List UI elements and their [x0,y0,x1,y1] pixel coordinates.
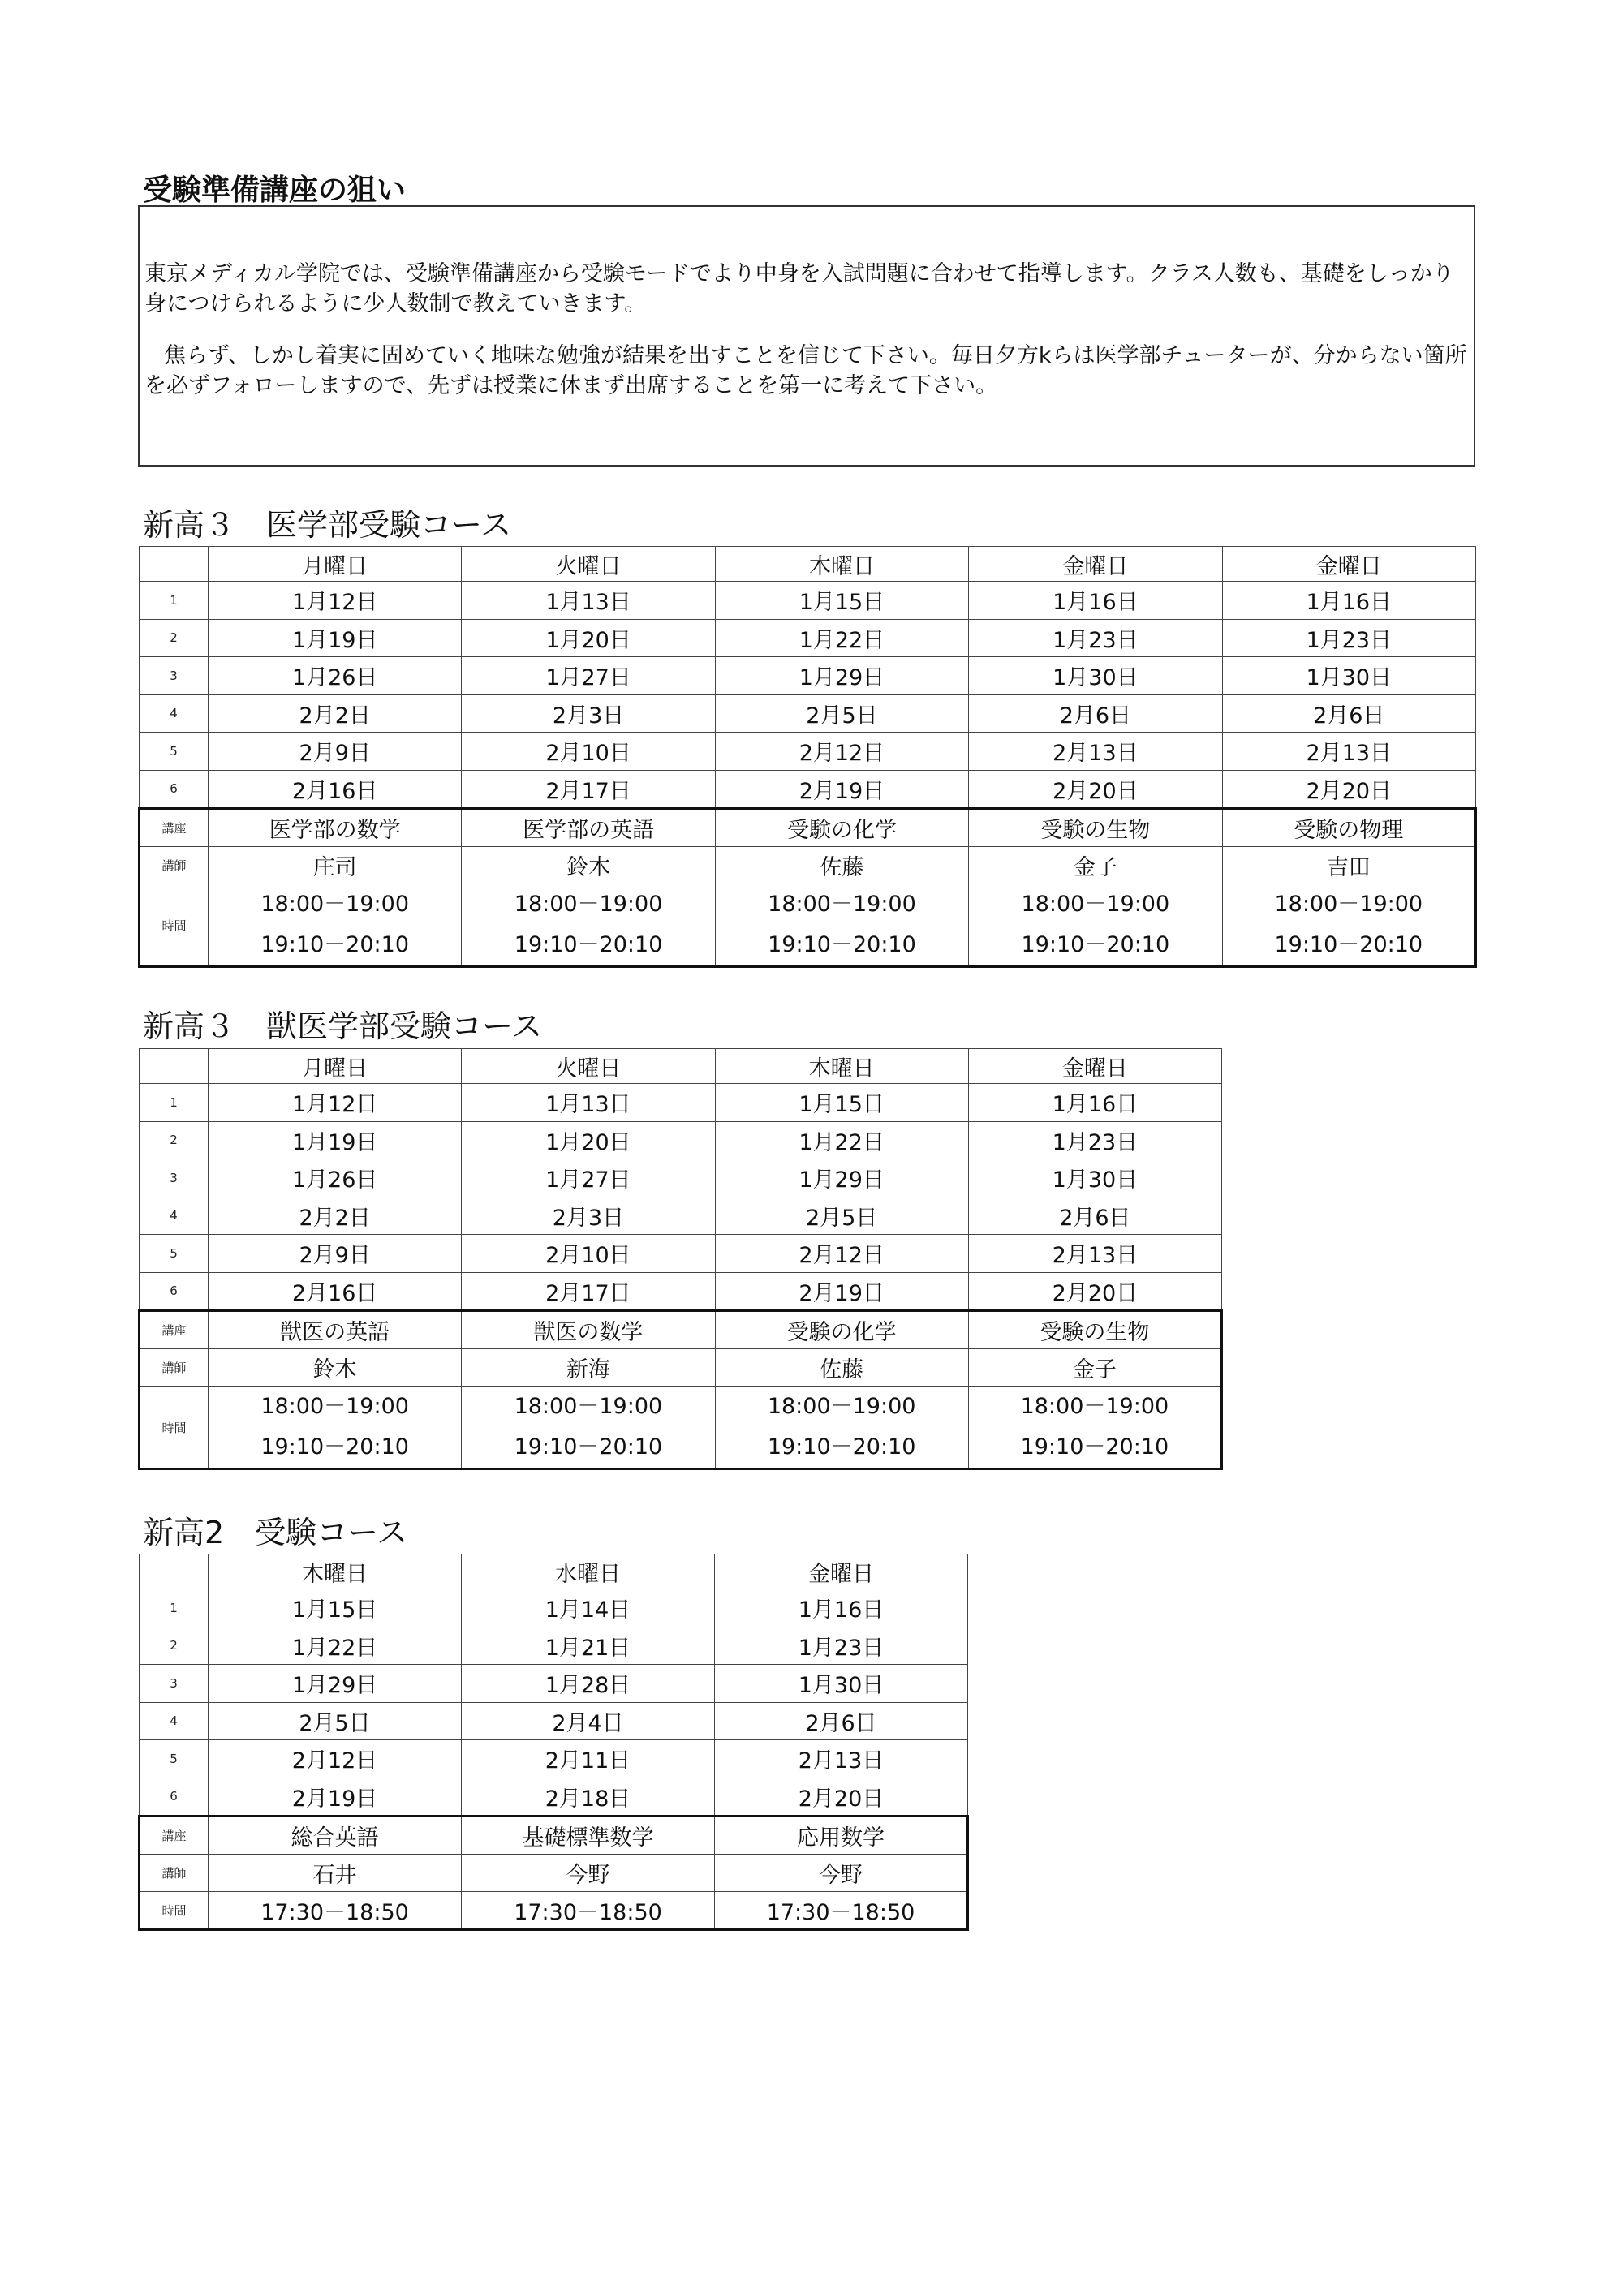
date-cell: 2月11日 [462,1740,715,1778]
course3-title: 新高2 受験コース [143,1515,408,1550]
date-cell: 2月2日 [209,694,462,733]
table-row [140,1159,1222,1197]
date-cell: 1月23日 [969,619,1222,657]
date-cell: 2月19日 [209,1778,462,1817]
time-cell [969,884,1222,967]
course-name-cell: 受験の生物 [969,809,1222,847]
date-cell: 1月12日 [209,582,462,620]
time-slot-1: 18:00－19:00 [1021,892,1170,917]
course3-date-section [140,1554,968,1817]
date-cell: 1月13日 [462,582,715,620]
time-slot-2: 19:10－20:10 [768,932,916,957]
date-cell: 2月16日 [209,1272,462,1311]
date-cell: 1月14日 [462,1589,715,1627]
table-row [140,694,1476,733]
row-number: 3 [140,1159,209,1197]
table-row [140,1589,968,1627]
row-number: 5 [140,1740,209,1778]
teacher-cell: 金子 [969,847,1222,884]
time-slot-1: 18:00－19:00 [768,892,916,917]
date-cell: 2月17日 [462,1272,715,1311]
date-cell: 2月12日 [715,1235,968,1273]
course-label: 講座 [140,1817,209,1855]
course1-info-section [140,809,1476,967]
header-row [140,1049,1222,1084]
time-slot-1: 18:00－19:00 [260,1394,409,1419]
time-cell [968,1387,1221,1469]
time-cell [462,884,715,967]
time-slot-2: 19:10－20:10 [260,1434,409,1460]
date-cell: 2月6日 [715,1702,968,1740]
header-row [140,1554,968,1589]
date-cell: 2月13日 [1222,733,1475,771]
date-cell: 1月22日 [209,1627,462,1665]
date-cell: 1月16日 [1222,582,1475,620]
course-row [140,1817,968,1855]
date-cell: 2月13日 [969,733,1222,771]
date-cell: 2月4日 [462,1702,715,1740]
purpose-title: 受験準備講座の狙い [143,174,407,207]
row-number: 4 [140,694,209,733]
day-header: 木曜日 [715,547,968,582]
day-header: 月曜日 [209,1049,462,1084]
course-row [140,1311,1222,1349]
date-cell: 1月20日 [462,1121,715,1159]
time-slot-2: 19:10－20:10 [1274,932,1423,957]
date-cell: 2月20日 [1222,770,1475,809]
course2-title: 新高３ 獣医学部受験コース [143,1008,543,1044]
table-row [140,1272,1222,1311]
intro-box [138,205,1475,467]
date-cell: 2月12日 [715,733,968,771]
date-cell: 1月22日 [715,619,968,657]
course-row [140,809,1476,847]
date-cell: 1月19日 [209,619,462,657]
table-row [140,1197,1222,1235]
corner-cell [140,1049,209,1084]
date-cell: 1月23日 [1222,619,1475,657]
time-cell [209,1387,462,1469]
time-slot-2: 19:10－20:10 [514,1434,663,1460]
time-slot-2: 19:10－20:10 [514,932,663,957]
time-slot-1: 18:00－19:00 [1020,1394,1169,1419]
teacher-label: 講師 [140,847,209,884]
time-cell [209,884,462,967]
teacher-cell: 金子 [968,1349,1221,1387]
teacher-cell: 石井 [209,1855,462,1892]
time-row [140,884,1476,967]
table-row [140,1665,968,1703]
time-slot-2: 19:10－20:10 [1021,932,1170,957]
intro-paragraph-1: 東京メディカル学院では、受験準備講座から受験モードでより中身を入試問題に合わせて指導します。クラス人数も、基礎をしっかり身につけられるように少人数制で教えていきます。 [144,261,1454,316]
date-cell: 2月18日 [462,1778,715,1817]
course1-schedule-table [138,546,1477,968]
row-number: 6 [140,770,209,809]
course-name-cell: 獣医の英語 [209,1311,462,1349]
time-label: 時間 [140,1387,209,1469]
row-number: 6 [140,1272,209,1311]
teacher-cell: 吉田 [1222,847,1475,884]
date-cell: 1月26日 [209,1159,462,1197]
course1-date-section [140,547,1476,809]
date-cell: 1月30日 [969,657,1222,695]
date-cell: 1月29日 [209,1665,462,1703]
day-header: 火曜日 [462,547,715,582]
date-cell: 1月23日 [968,1121,1221,1159]
day-header: 木曜日 [715,1049,968,1084]
table-row [140,1778,968,1817]
teacher-label: 講師 [140,1349,209,1387]
course-name-cell: 基礎標準数学 [462,1817,715,1855]
time-cell: 17:30－18:50 [209,1892,462,1930]
date-cell: 1月30日 [1222,657,1475,695]
date-cell: 1月21日 [462,1627,715,1665]
time-cell: 17:30－18:50 [462,1892,715,1930]
row-number: 4 [140,1197,209,1235]
day-header: 金曜日 [969,547,1222,582]
teacher-cell: 佐藤 [715,847,968,884]
date-cell: 1月15日 [209,1589,462,1627]
table-row [140,1084,1222,1122]
course-name-cell: 医学部の数学 [209,809,462,847]
date-cell: 1月20日 [462,619,715,657]
table-row [140,1627,968,1665]
course3-info-section [140,1817,968,1930]
date-cell: 1月27日 [462,1159,715,1197]
date-cell: 2月19日 [715,770,968,809]
day-header: 金曜日 [715,1554,968,1589]
date-cell: 2月20日 [969,770,1222,809]
row-number: 6 [140,1778,209,1817]
course3-schedule-table [138,1554,969,1931]
day-header: 月曜日 [209,547,462,582]
course-name-cell: 医学部の英語 [462,809,715,847]
row-number: 2 [140,1121,209,1159]
date-cell: 2月9日 [209,733,462,771]
course-name-cell: 受験の化学 [715,809,968,847]
time-row [140,1387,1222,1469]
day-header: 金曜日 [968,1049,1221,1084]
date-cell: 1月15日 [715,582,968,620]
date-cell: 1月13日 [462,1084,715,1122]
date-cell: 1月12日 [209,1084,462,1122]
time-cell [715,884,968,967]
date-cell: 2月17日 [462,770,715,809]
date-cell: 2月9日 [209,1235,462,1273]
time-slot-1: 18:00－19:00 [260,892,409,917]
table-row [140,1235,1222,1273]
table-row [140,770,1476,809]
time-slot-1: 18:00－19:00 [1274,892,1423,917]
date-cell: 1月15日 [715,1084,968,1122]
row-number: 1 [140,582,209,620]
time-slot-2: 19:10－20:10 [260,932,409,957]
date-cell: 2月20日 [968,1272,1221,1311]
row-number: 1 [140,1084,209,1122]
teacher-label: 講師 [140,1855,209,1892]
time-cell [1222,884,1475,967]
date-cell: 2月6日 [1222,694,1475,733]
course1-title: 新高３ 医学部受験コース [143,507,512,543]
time-cell: 17:30－18:50 [715,1892,968,1930]
course-label: 講座 [140,1311,209,1349]
course-name-cell: 総合英語 [209,1817,462,1855]
date-cell: 2月20日 [715,1778,968,1817]
date-cell: 2月5日 [715,694,968,733]
time-slot-1: 18:00－19:00 [767,1394,916,1419]
row-number: 1 [140,1589,209,1627]
intro-paragraph-2: 焦らず、しかし着実に固めていく地味な勉強が結果を出すことを信じて下さい。毎日夕方kらは医学部チューターが、分からない箇所を必ずフォローしますので、先ずは授業に休まず出席することを第一に考えて下さい。 [144,343,1467,398]
table-row [140,619,1476,657]
teacher-cell: 鈴木 [462,847,715,884]
course-name-cell: 受験の物理 [1222,809,1475,847]
teacher-cell: 庄司 [209,847,462,884]
table-row [140,733,1476,771]
date-cell: 1月26日 [209,657,462,695]
course-name-cell: 受験の生物 [968,1311,1221,1349]
time-cell [715,1387,968,1469]
header-row [140,547,1476,582]
time-row [140,1892,968,1930]
date-cell: 2月3日 [462,694,715,733]
time-slot-1: 18:00－19:00 [514,1394,663,1419]
teacher-cell: 佐藤 [715,1349,968,1387]
row-number: 5 [140,1235,209,1273]
teacher-row [140,1855,968,1892]
day-header: 火曜日 [462,1049,715,1084]
day-header: 金曜日 [1222,547,1475,582]
course-label: 講座 [140,809,209,847]
teacher-cell: 鈴木 [209,1349,462,1387]
time-slot-2: 19:10－20:10 [1020,1434,1169,1460]
table-row [140,657,1476,695]
date-cell: 2月5日 [715,1197,968,1235]
row-number: 5 [140,733,209,771]
table-row [140,1702,968,1740]
date-cell: 1月19日 [209,1121,462,1159]
date-cell: 1月29日 [715,1159,968,1197]
date-cell: 1月16日 [715,1589,968,1627]
time-slot-2: 19:10－20:10 [767,1434,916,1460]
row-number: 2 [140,619,209,657]
date-cell: 1月28日 [462,1665,715,1703]
teacher-cell: 新海 [462,1349,715,1387]
corner-cell [140,547,209,582]
row-number: 3 [140,657,209,695]
date-cell: 2月6日 [969,694,1222,733]
date-cell: 2月13日 [715,1740,968,1778]
time-cell [462,1387,715,1469]
date-cell: 1月27日 [462,657,715,695]
table-row [140,1121,1222,1159]
date-cell: 1月29日 [715,657,968,695]
day-header: 水曜日 [462,1554,715,1589]
date-cell: 2月13日 [968,1235,1221,1273]
date-cell: 2月10日 [462,1235,715,1273]
date-cell: 1月16日 [968,1084,1221,1122]
row-number: 3 [140,1665,209,1703]
course-name-cell: 受験の化学 [715,1311,968,1349]
row-number: 2 [140,1627,209,1665]
date-cell: 1月16日 [969,582,1222,620]
row-number: 4 [140,1702,209,1740]
date-cell: 2月3日 [462,1197,715,1235]
date-cell: 2月6日 [968,1197,1221,1235]
date-cell: 1月22日 [715,1121,968,1159]
date-cell: 2月19日 [715,1272,968,1311]
teacher-cell: 今野 [462,1855,715,1892]
date-cell: 2月12日 [209,1740,462,1778]
time-label: 時間 [140,884,209,967]
teacher-row [140,847,1476,884]
date-cell: 1月30日 [968,1159,1221,1197]
date-cell: 2月5日 [209,1702,462,1740]
course-name-cell: 獣医の数学 [462,1311,715,1349]
date-cell: 1月23日 [715,1627,968,1665]
time-slot-1: 18:00－19:00 [514,892,663,917]
table-row [140,582,1476,620]
date-cell: 2月2日 [209,1197,462,1235]
course2-info-section [140,1311,1222,1469]
date-cell: 2月10日 [462,733,715,771]
teacher-row [140,1349,1222,1387]
day-header: 木曜日 [209,1554,462,1589]
teacher-cell: 今野 [715,1855,968,1892]
date-cell: 1月30日 [715,1665,968,1703]
course2-schedule-table [138,1048,1223,1470]
date-cell: 2月16日 [209,770,462,809]
course-name-cell: 応用数学 [715,1817,968,1855]
time-label: 時間 [140,1892,209,1930]
course2-date-section [140,1049,1222,1311]
table-row [140,1740,968,1778]
corner-cell [140,1554,209,1589]
